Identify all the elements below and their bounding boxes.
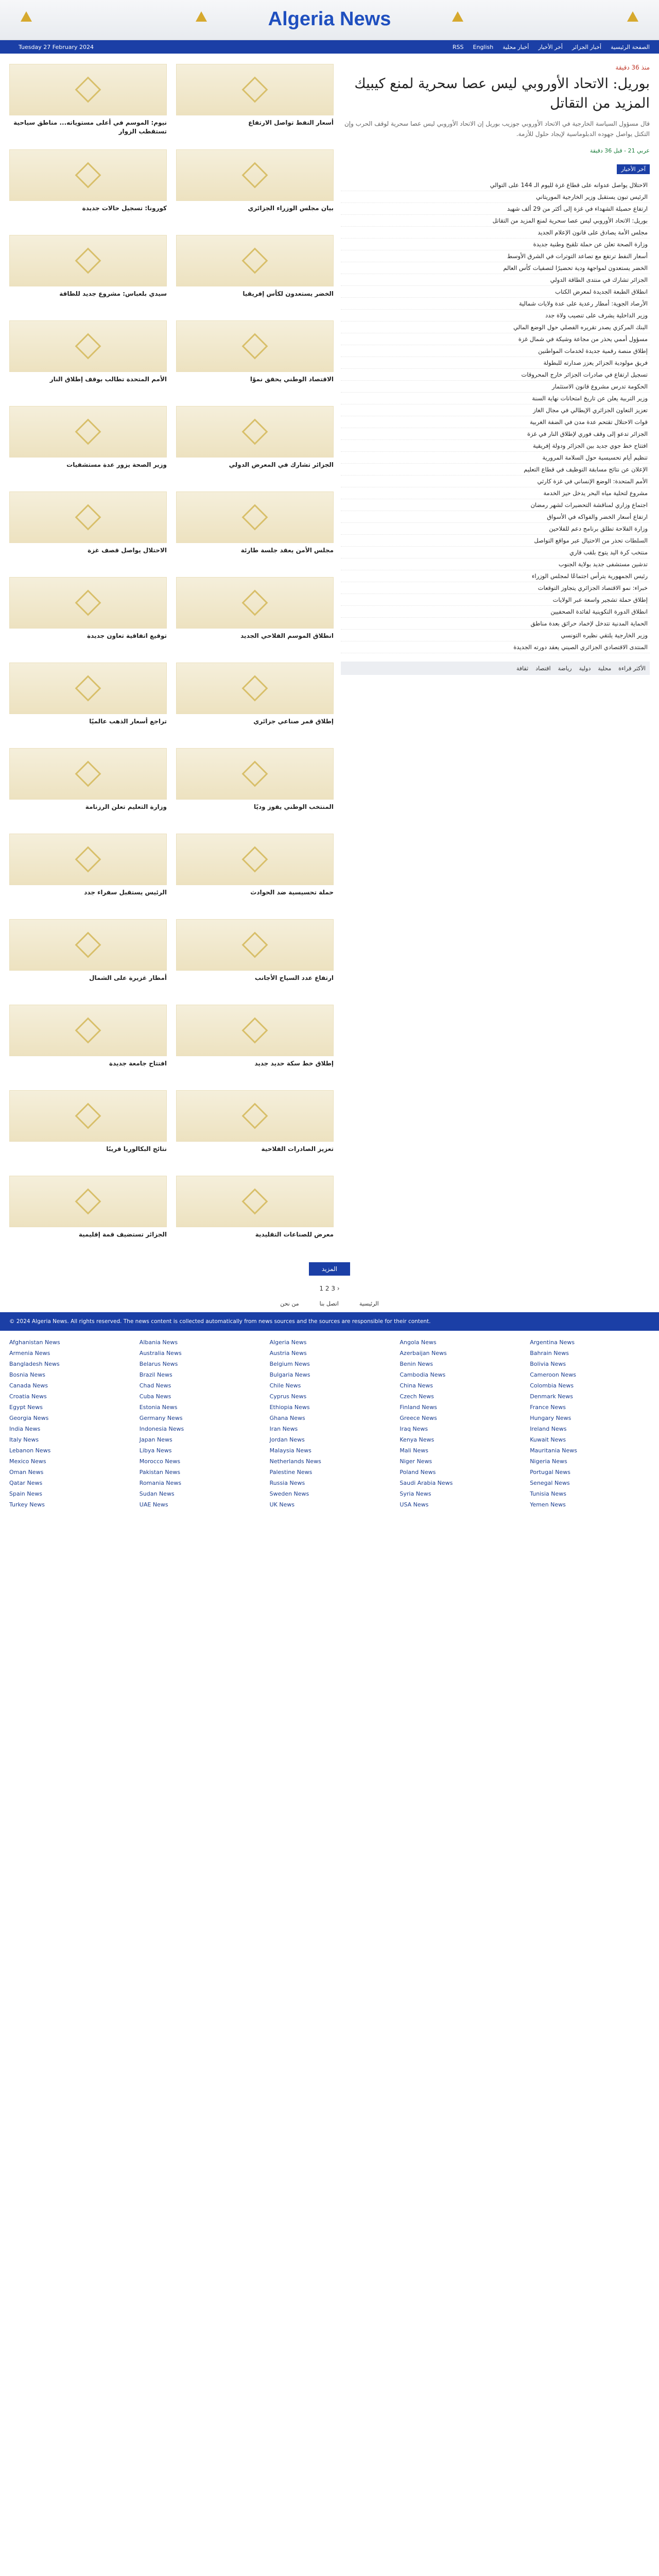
- country-link[interactable]: Senegal News: [530, 1480, 570, 1486]
- news-item[interactable]: منتخب كرة اليد يتوج بلقب قاري: [341, 547, 650, 558]
- country-link[interactable]: Nigeria News: [530, 1458, 567, 1465]
- news-card[interactable]: [9, 577, 167, 654]
- country-link[interactable]: Libya News: [139, 1447, 172, 1454]
- news-card[interactable]: [176, 406, 334, 483]
- news-card[interactable]: [9, 149, 167, 227]
- news-item[interactable]: المنتدى الاقتصادي الجزائري الصيني يعقد دورته الجديدة: [341, 641, 650, 653]
- news-item[interactable]: انطلاق الطبعة الجديدة لمعرض الكتاب: [341, 286, 650, 298]
- placeholder-icon: [242, 248, 268, 274]
- placeholder-icon: [75, 846, 101, 873]
- country-link[interactable]: Cyprus News: [269, 1393, 307, 1400]
- pagination[interactable]: 1 2 3 ›: [319, 1285, 340, 1292]
- footer-link[interactable]: من نحن: [280, 1300, 299, 1307]
- thumbnail-placeholder[interactable]: [176, 1176, 334, 1227]
- news-card[interactable]: [9, 406, 167, 483]
- news-item[interactable]: وزارة الصحة تعلن عن حملة تلقيح وطنية جديدة: [341, 239, 650, 250]
- placeholder-icon: [75, 675, 101, 702]
- country-link[interactable]: Niger News: [400, 1458, 432, 1465]
- news-item[interactable]: الاحتلال يواصل عدوانه على قطاع غزة لليوم الـ 144 على التوالي: [341, 179, 650, 191]
- country-link[interactable]: Kenya News: [400, 1436, 435, 1443]
- news-item[interactable]: تدشين مستشفى جديد بولاية الجنوب: [341, 558, 650, 570]
- card-title[interactable]: تراجع أسعار الذهب عالميًا: [89, 718, 167, 725]
- card-title[interactable]: الجزائر تستضيف قمة إقليمية: [78, 1231, 167, 1238]
- country-link[interactable]: Denmark News: [530, 1393, 573, 1400]
- news-item[interactable]: الحكومة تدرس مشروع قانون الاستثمار: [341, 381, 650, 393]
- news-item[interactable]: افتتاح خط جوي جديد بين الجزائر ودولة إفريقية: [341, 440, 650, 452]
- country-link[interactable]: Pakistan News: [139, 1469, 181, 1476]
- thumbnail-placeholder[interactable]: [176, 406, 334, 457]
- nav-english[interactable]: English: [473, 43, 494, 50]
- placeholder-icon: [75, 419, 101, 445]
- country-link[interactable]: India News: [9, 1426, 41, 1432]
- news-card[interactable]: [176, 748, 334, 825]
- news-item[interactable]: قوات الاحتلال تقتحم عدة مدن في الضفة الغربية: [341, 416, 650, 428]
- thumbnail-placeholder[interactable]: [176, 1005, 334, 1056]
- nav-home[interactable]: الصفحة الرئيسية: [611, 43, 650, 50]
- tab-item[interactable]: اقتصاد: [535, 665, 551, 672]
- country-link[interactable]: Iraq News: [400, 1426, 428, 1432]
- lead-column: [341, 64, 650, 1253]
- country-link[interactable]: Ghana News: [269, 1415, 305, 1421]
- placeholder-icon: [242, 1189, 268, 1215]
- card-title[interactable]: ارتفاع عدد السياح الأجانب: [255, 974, 334, 981]
- country-link[interactable]: Canada News: [9, 1382, 48, 1389]
- country-link[interactable]: Ethiopia News: [269, 1404, 310, 1411]
- news-card[interactable]: [9, 64, 167, 141]
- country-link[interactable]: Tunisia News: [530, 1490, 566, 1497]
- news-item[interactable]: تعزيز التعاون الجزائري الإيطالي في مجال الغاز: [341, 404, 650, 416]
- top-navbar: [0, 40, 659, 54]
- placeholder-icon: [75, 1103, 101, 1129]
- country-link[interactable]: Cuba News: [139, 1393, 171, 1400]
- card-title[interactable]: نيوم: الموسم في أعلى مستوياته... مناطق سياحية تستقطب الزوار: [13, 119, 167, 135]
- news-card[interactable]: [176, 1176, 334, 1253]
- country-link[interactable]: UAE News: [139, 1501, 168, 1508]
- news-item[interactable]: رئيس الجمهورية يترأس اجتماعًا لمجلس الوزراء: [341, 570, 650, 582]
- country-link[interactable]: France News: [530, 1404, 566, 1411]
- card-title[interactable]: المنتخب الوطني يفوز وديًا: [253, 803, 334, 810]
- news-item[interactable]: انطلاق الدورة التكوينية لفائدة الصحفيين: [341, 606, 650, 618]
- country-link[interactable]: Yemen News: [530, 1501, 566, 1508]
- country-link[interactable]: Bangladesh News: [9, 1361, 60, 1367]
- thumbnail-placeholder[interactable]: [9, 149, 167, 201]
- card-title[interactable]: حملة تحسيسية ضد الحوادث: [250, 889, 334, 896]
- country-link[interactable]: Bulgaria News: [269, 1371, 310, 1378]
- thumbnail-placeholder[interactable]: [176, 235, 334, 286]
- card-title[interactable]: تعزيز الصادرات الفلاحية: [261, 1145, 334, 1153]
- news-item[interactable]: اجتماع وزاري لمناقشة التحضيرات لشهر رمضان: [341, 499, 650, 511]
- country-link[interactable]: Cameroon News: [530, 1371, 577, 1378]
- news-card-grid: [9, 64, 334, 1253]
- news-item[interactable]: إطلاق منصة رقمية جديدة لخدمات المواطنين: [341, 345, 650, 357]
- placeholder-icon: [242, 590, 268, 616]
- country-link[interactable]: Estonia News: [139, 1404, 178, 1411]
- bottom-links: [0, 1300, 659, 1307]
- country-link[interactable]: Hungary News: [530, 1415, 571, 1421]
- thumbnail-placeholder[interactable]: [9, 235, 167, 286]
- news-card[interactable]: [9, 235, 167, 312]
- country-link[interactable]: Saudi Arabia News: [400, 1480, 453, 1486]
- placeholder-icon: [242, 761, 268, 787]
- star-icon: [452, 11, 463, 22]
- card-title[interactable]: الجزائر تشارك في المعرض الدولي: [229, 461, 334, 468]
- country-link[interactable]: Cambodia News: [400, 1371, 446, 1378]
- country-link[interactable]: Netherlands News: [269, 1458, 321, 1465]
- news-item[interactable]: الأرصاد الجوية: أمطار رعدية على عدة ولايات شمالية: [341, 298, 650, 310]
- news-card[interactable]: [9, 663, 167, 740]
- lead-time: منذ 36 دقيقة: [615, 64, 650, 71]
- news-item[interactable]: وزير الداخلية يشرف على تنصيب ولاة جدد: [341, 310, 650, 321]
- footer-link[interactable]: اتصل بنا: [319, 1300, 339, 1307]
- card-title[interactable]: انطلاق الموسم الفلاحي الجديد: [240, 632, 334, 639]
- card-title[interactable]: توقيع اتفاقية تعاون جديدة: [87, 632, 167, 639]
- placeholder-icon: [242, 333, 268, 360]
- news-item[interactable]: ارتفاع حصيلة الشهداء في غزة إلى أكثر من 29 ألف شهيد: [341, 203, 650, 215]
- country-link[interactable]: Croatia News: [9, 1393, 47, 1400]
- thumbnail-placeholder[interactable]: [176, 492, 334, 543]
- card-title[interactable]: وزارة التعليم تعلن الرزنامة: [85, 803, 167, 810]
- placeholder-icon: [75, 1018, 101, 1044]
- news-list: [341, 179, 650, 653]
- placeholder-icon: [75, 504, 101, 531]
- thumbnail-placeholder[interactable]: [9, 1005, 167, 1056]
- country-link[interactable]: Italy News: [9, 1436, 39, 1443]
- news-card[interactable]: [9, 1090, 167, 1167]
- news-item[interactable]: وزارة الفلاحة تطلق برنامج دعم للفلاحين: [341, 523, 650, 535]
- news-item[interactable]: وزير التربية يعلن عن تاريخ امتحانات نهاية السنة: [341, 393, 650, 404]
- news-card[interactable]: [176, 663, 334, 740]
- country-link[interactable]: Austria News: [269, 1350, 307, 1357]
- news-item[interactable]: إطلاق حملة تشجير واسعة عبر الولايات: [341, 594, 650, 606]
- placeholder-icon: [75, 590, 101, 616]
- thumbnail-placeholder[interactable]: [9, 577, 167, 629]
- country-link[interactable]: Finland News: [400, 1404, 437, 1411]
- thumbnail-placeholder[interactable]: [9, 406, 167, 457]
- news-card[interactable]: [9, 919, 167, 996]
- news-item[interactable]: الحماية المدنية تتدخل لإخماد حرائق بعدة مناطق: [341, 618, 650, 630]
- news-item[interactable]: السلطات تحذر من الاحتيال عبر مواقع التواصل: [341, 535, 650, 547]
- country-link[interactable]: UK News: [269, 1501, 295, 1508]
- tab-item[interactable]: ثقافة: [516, 665, 529, 672]
- country-link[interactable]: Colombia News: [530, 1382, 574, 1389]
- country-link[interactable]: Iran News: [269, 1426, 298, 1432]
- thumbnail-placeholder[interactable]: [9, 663, 167, 714]
- country-link[interactable]: USA News: [400, 1501, 429, 1508]
- card-title[interactable]: الرئيس يستقبل سفراء جدد: [84, 889, 167, 896]
- news-card[interactable]: [9, 492, 167, 569]
- placeholder-icon: [75, 761, 101, 787]
- news-card[interactable]: [176, 492, 334, 569]
- card-title[interactable]: إطلاق قمر صناعي جزائري: [253, 718, 334, 725]
- country-link[interactable]: Sudan News: [139, 1490, 175, 1497]
- country-link[interactable]: Afghanistan News: [9, 1339, 60, 1346]
- country-link[interactable]: Argentina News: [530, 1339, 575, 1346]
- site-header: [0, 0, 659, 40]
- news-card[interactable]: [176, 149, 334, 227]
- thumbnail-placeholder[interactable]: [9, 834, 167, 885]
- news-item[interactable]: الرئيس تبون يستقبل وزير الخارجية الموريتاني: [341, 191, 650, 203]
- lead-headline[interactable]: بوريل: الاتحاد الأوروبي ليس عصا سحرية لمنع كيبيك المزيد من التقاتل: [354, 76, 650, 111]
- news-item[interactable]: الخضر يستعدون لمواجهة ودية تحضيرًا لتصفيات كأس العالم: [341, 262, 650, 274]
- thumbnail-placeholder[interactable]: [176, 577, 334, 629]
- placeholder-icon: [242, 932, 268, 958]
- country-link[interactable]: Morocco News: [139, 1458, 181, 1465]
- site-logo[interactable]: Algeria News: [268, 8, 391, 30]
- card-title[interactable]: معرض للصناعات التقليدية: [255, 1231, 334, 1238]
- country-link[interactable]: Japan News: [139, 1436, 172, 1443]
- news-card[interactable]: [176, 834, 334, 911]
- news-card[interactable]: [9, 1176, 167, 1253]
- country-link[interactable]: Germany News: [139, 1415, 183, 1421]
- news-card[interactable]: [176, 577, 334, 654]
- nav-local[interactable]: أخبار محلية: [502, 43, 529, 50]
- section-tag: آخر الأخبار: [617, 164, 650, 174]
- news-item[interactable]: مسؤول أممي يحذر من مجاعة وشيكة في شمال غزة: [341, 333, 650, 345]
- placeholder-icon: [75, 932, 101, 958]
- star-icon: [627, 11, 638, 22]
- card-title[interactable]: نتائج البكالوريا قريبًا: [106, 1145, 167, 1153]
- news-item[interactable]: مشروع لتحلية مياه البحر يدخل حيز الخدمة: [341, 487, 650, 499]
- card-title[interactable]: أسعار النفط تواصل الارتفاع: [248, 119, 334, 126]
- country-link[interactable]: Egypt News: [9, 1404, 43, 1411]
- country-link[interactable]: Lebanon News: [9, 1447, 51, 1454]
- placeholder-icon: [75, 248, 101, 274]
- lead-byline[interactable]: عربي 21 - قبل 36 دقيقة: [589, 147, 650, 154]
- country-link[interactable]: Australia News: [139, 1350, 182, 1357]
- placeholder-icon: [242, 162, 268, 189]
- country-link[interactable]: Qatar News: [9, 1480, 43, 1486]
- tab-item[interactable]: دولية: [579, 665, 591, 672]
- country-link[interactable]: Turkey News: [9, 1501, 45, 1508]
- country-link[interactable]: Ireland News: [530, 1426, 567, 1432]
- news-card[interactable]: [176, 320, 334, 398]
- nav-latest[interactable]: أخر الأخبار: [538, 43, 563, 50]
- thumbnail-placeholder[interactable]: [176, 748, 334, 800]
- card-title[interactable]: كورونا: تسجيل حالات جديدة: [82, 205, 167, 212]
- card-title[interactable]: الأمم المتحدة تطالب بوقف إطلاق النار: [49, 376, 167, 383]
- news-item[interactable]: فريق مولودية الجزائر يعزز صدارته للبطولة: [341, 357, 650, 369]
- country-link[interactable]: Greece News: [400, 1415, 437, 1421]
- placeholder-icon: [242, 1018, 268, 1044]
- placeholder-icon: [242, 1103, 268, 1129]
- thumbnail-placeholder[interactable]: [176, 919, 334, 971]
- placeholder-icon: [75, 333, 101, 360]
- placeholder-icon: [242, 504, 268, 531]
- thumbnail-placeholder[interactable]: [176, 320, 334, 372]
- country-link[interactable]: Albania News: [139, 1339, 178, 1346]
- country-link[interactable]: Chile News: [269, 1382, 301, 1389]
- news-item[interactable]: بوريل: الاتحاد الأوروبي ليس عصا سحرية لمنع المزيد من التقاتل: [341, 215, 650, 227]
- news-item[interactable]: البنك المركزي يصدر تقريره الفصلي حول الوضع المالي: [341, 321, 650, 333]
- card-title[interactable]: وزير الصحة يزور عدة مستشفيات: [66, 461, 167, 468]
- more-button[interactable]: المزيد: [309, 1262, 350, 1276]
- nav-rss[interactable]: RSS: [452, 43, 464, 50]
- card-title[interactable]: سيدي بلعباس: مشروع جديد للطاقة: [59, 290, 167, 297]
- country-link[interactable]: Belgium News: [269, 1361, 310, 1367]
- news-card[interactable]: [9, 834, 167, 911]
- country-link[interactable]: Bolivia News: [530, 1361, 566, 1367]
- thumbnail-placeholder[interactable]: [9, 320, 167, 372]
- country-link[interactable]: Poland News: [400, 1469, 436, 1476]
- news-item[interactable]: الجزائر تدعو إلى وقف فوري لإطلاق النار في غزة: [341, 428, 650, 440]
- country-link[interactable]: Spain News: [9, 1490, 42, 1497]
- country-link[interactable]: Kuwait News: [530, 1436, 566, 1443]
- country-link[interactable]: Bosnia News: [9, 1371, 45, 1378]
- placeholder-icon: [75, 77, 101, 103]
- news-card[interactable]: [176, 235, 334, 312]
- card-title[interactable]: مجلس الأمن يعقد جلسة طارئة: [240, 547, 334, 554]
- card-title[interactable]: الاحتلال يواصل قصف غزة: [88, 547, 167, 554]
- placeholder-icon: [75, 162, 101, 189]
- country-link[interactable]: Russia News: [269, 1480, 305, 1486]
- card-title[interactable]: أمطار غزيرة على الشمال: [89, 974, 167, 981]
- news-card[interactable]: [176, 1005, 334, 1082]
- news-item[interactable]: مجلس الأمة يصادق على قانون الإعلام الجديد: [341, 227, 650, 239]
- news-item[interactable]: الأمم المتحدة: الوضع الإنساني في غزة كارثي: [341, 476, 650, 487]
- country-link[interactable]: Brazil News: [139, 1371, 172, 1378]
- lead-summary: قال مسؤول السياسة الخارجية في الاتحاد الأوروبي جوزيب بوريل إن الاتحاد الأوروبي ليس عصا سحرية لوقف الحرب وإن التكتل يواصل جهوده الدبلوماسية لإيجاد حلول للأزمة.: [344, 120, 650, 138]
- news-card[interactable]: [9, 1005, 167, 1082]
- country-link[interactable]: Malaysia News: [269, 1447, 311, 1454]
- country-link[interactable]: Sweden News: [269, 1490, 309, 1497]
- cards-column: [9, 64, 334, 1253]
- thumbnail-placeholder[interactable]: [176, 64, 334, 115]
- placeholder-icon: [242, 77, 268, 103]
- country-link[interactable]: Benin News: [400, 1361, 433, 1367]
- placeholder-icon: [242, 675, 268, 702]
- placeholder-icon: [242, 419, 268, 445]
- card-title[interactable]: افتتاح جامعة جديدة: [109, 1060, 167, 1067]
- main-content: [0, 54, 659, 1253]
- country-link[interactable]: Indonesia News: [139, 1426, 184, 1432]
- thumbnail-placeholder[interactable]: [176, 834, 334, 885]
- placeholder-icon: [75, 1189, 101, 1215]
- thumbnail-placeholder[interactable]: [176, 1090, 334, 1142]
- country-link[interactable]: Georgia News: [9, 1415, 49, 1421]
- thumbnail-placeholder[interactable]: [9, 748, 167, 800]
- news-item[interactable]: خبراء: نمو الاقتصاد الجزائري يتجاوز التوقعات: [341, 582, 650, 594]
- card-title[interactable]: إطلاق خط سكة حديد جديد: [254, 1060, 334, 1067]
- news-card[interactable]: [176, 919, 334, 996]
- country-link[interactable]: Oman News: [9, 1469, 44, 1476]
- country-link[interactable]: Syria News: [400, 1490, 431, 1497]
- country-link[interactable]: Armenia News: [9, 1350, 50, 1357]
- country-link[interactable]: Belarus News: [139, 1361, 178, 1367]
- footer-notice: © 2024 Algeria News. All rights reserved. The news content is collected automatically from news sources and the sources are responsible for their content.: [0, 1312, 659, 1331]
- current-date: Tuesday 27 February 2024: [19, 43, 94, 50]
- country-link[interactable]: Azerbaijan News: [400, 1350, 447, 1357]
- tab-item[interactable]: محلية: [598, 665, 612, 672]
- country-link[interactable]: Czech News: [400, 1393, 434, 1400]
- card-title[interactable]: الخضر يستعدون لكأس إفريقيا: [242, 290, 334, 297]
- country-links: [0, 1331, 659, 1531]
- card-title[interactable]: بيان مجلس الوزراء الجزائري: [248, 205, 334, 212]
- country-link[interactable]: Mali News: [400, 1447, 428, 1454]
- nav-algeria[interactable]: أخبار الجزائر: [571, 43, 602, 50]
- country-link[interactable]: Jordan News: [269, 1436, 305, 1443]
- country-link[interactable]: Chad News: [139, 1382, 171, 1389]
- category-tabs: [341, 662, 650, 675]
- country-link[interactable]: Portugal News: [530, 1469, 570, 1476]
- news-item[interactable]: وزير الخارجية يلتقي نظيره التونسي: [341, 630, 650, 641]
- country-link[interactable]: Palestine News: [269, 1469, 313, 1476]
- country-link[interactable]: Algeria News: [269, 1339, 307, 1346]
- news-item[interactable]: أسعار النفط ترتفع مع تصاعد التوترات في الشرق الأوسط: [341, 250, 650, 262]
- news-item[interactable]: الجزائر تشارك في منتدى الطاقة الدولي: [341, 274, 650, 286]
- country-link[interactable]: Mexico News: [9, 1458, 46, 1465]
- news-card[interactable]: [9, 320, 167, 398]
- thumbnail-placeholder[interactable]: [9, 1176, 167, 1227]
- thumbnail-placeholder[interactable]: [9, 1090, 167, 1142]
- thumbnail-placeholder[interactable]: [176, 149, 334, 201]
- thumbnail-placeholder[interactable]: [9, 919, 167, 971]
- thumbnail-placeholder[interactable]: [176, 663, 334, 714]
- tab-item[interactable]: الأكثر قراءة: [618, 665, 646, 672]
- country-link[interactable]: China News: [400, 1382, 433, 1389]
- country-link[interactable]: Romania News: [139, 1480, 182, 1486]
- thumbnail-placeholder[interactable]: [9, 492, 167, 543]
- tab-item[interactable]: رياضة: [558, 665, 572, 672]
- news-card[interactable]: [176, 64, 334, 141]
- footer-link[interactable]: الرئيسية: [359, 1300, 379, 1307]
- news-card[interactable]: [176, 1090, 334, 1167]
- thumbnail-placeholder[interactable]: [9, 64, 167, 115]
- country-link[interactable]: Angola News: [400, 1339, 437, 1346]
- placeholder-icon: [242, 846, 268, 873]
- news-item[interactable]: تسجيل ارتفاع في صادرات الجزائر خارج المحروقات: [341, 369, 650, 381]
- news-item[interactable]: ارتفاع أسعار الخضر والفواكه في الأسواق: [341, 511, 650, 523]
- card-title[interactable]: الاقتصاد الوطني يحقق نموًا: [250, 376, 334, 383]
- news-card[interactable]: [9, 748, 167, 825]
- country-link[interactable]: Bahrain News: [530, 1350, 569, 1357]
- news-item[interactable]: الإعلان عن نتائج مسابقة التوظيف في قطاع التعليم: [341, 464, 650, 476]
- news-item[interactable]: تنظيم أيام تحسيسية حول السلامة المرورية: [341, 452, 650, 464]
- country-link[interactable]: Mauritania News: [530, 1447, 578, 1454]
